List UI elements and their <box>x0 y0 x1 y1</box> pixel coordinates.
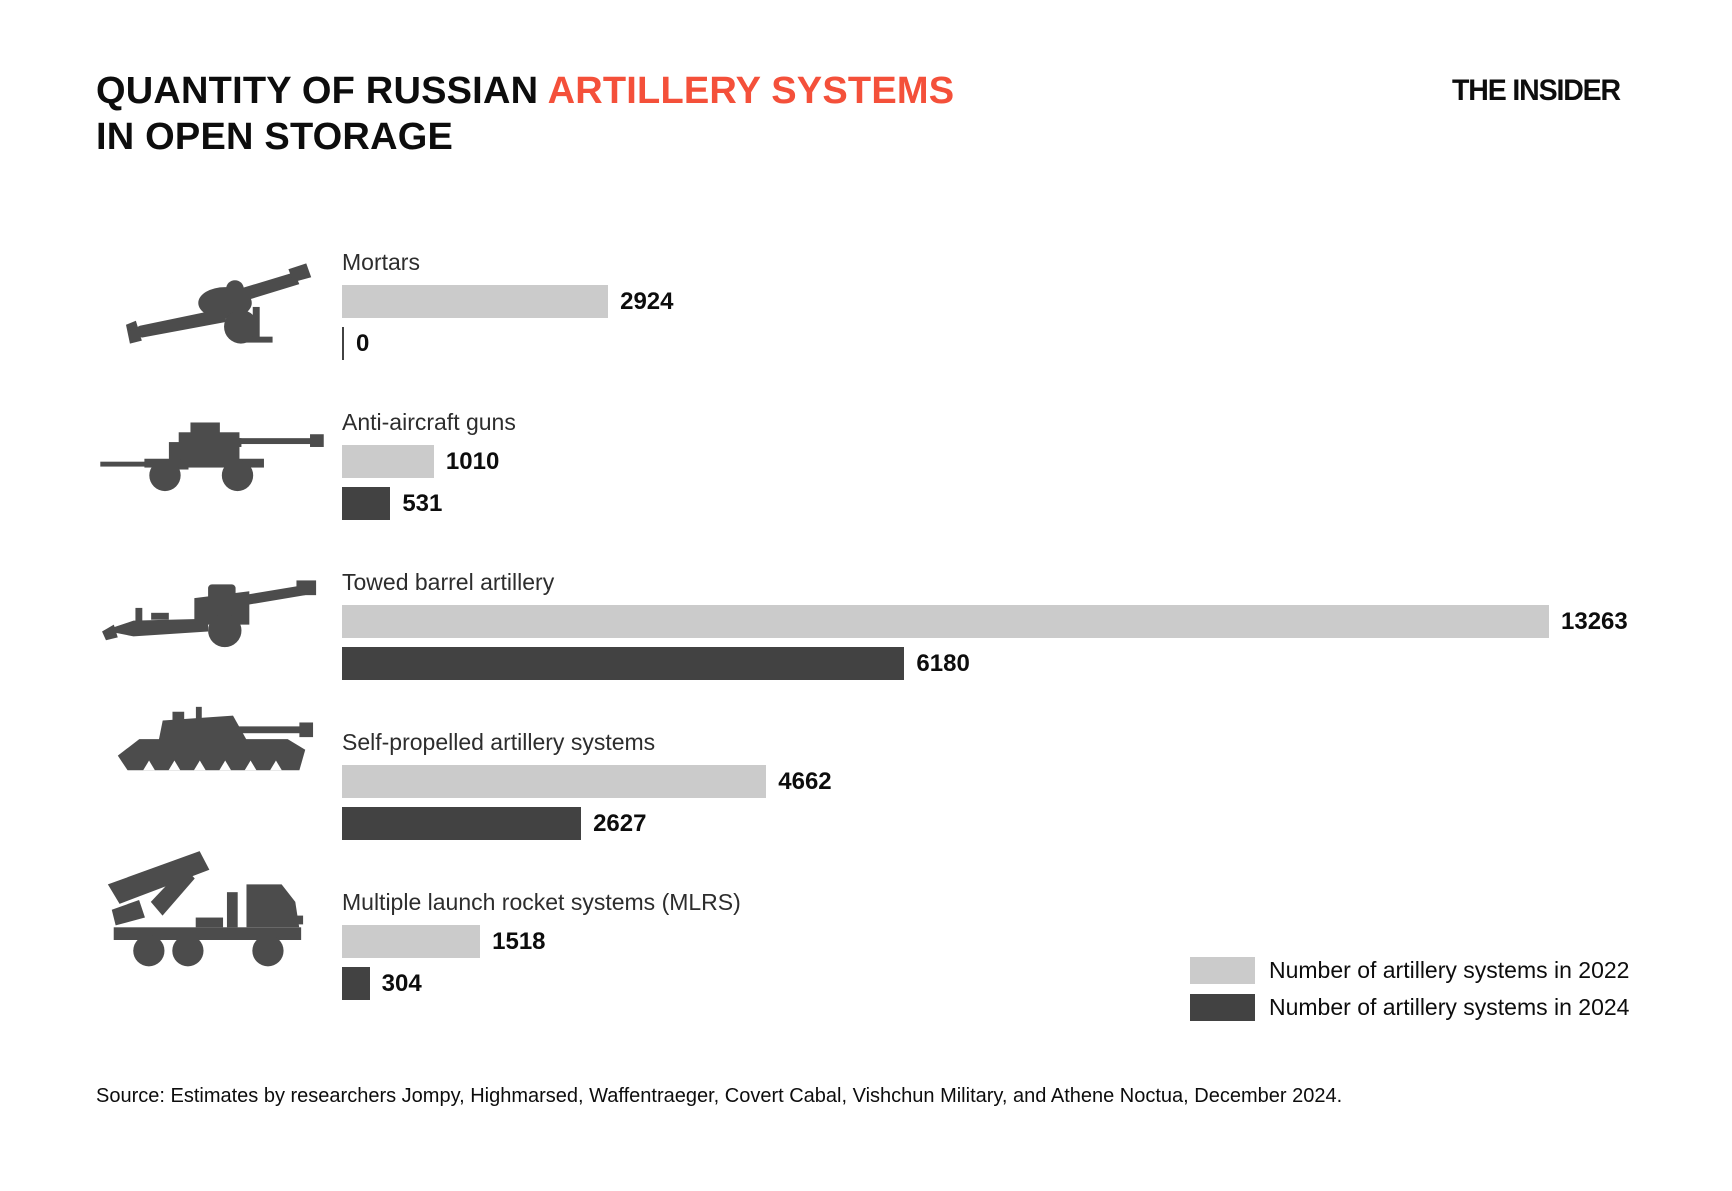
bar-value: 304 <box>381 969 422 997</box>
category-row-mortars <box>96 247 1696 367</box>
legend-item-2024 <box>1190 994 1629 1021</box>
towed-howitzer-icon <box>98 549 328 657</box>
bar-value: 13263 <box>1561 607 1628 635</box>
legend-label-2022: Number of artillery systems in 2022 <box>1269 957 1630 983</box>
title-line2: IN OPEN STORAGE <box>96 116 454 158</box>
the-insider-logo: THE INSIDER <box>1452 74 1620 107</box>
bar-2024-self-propelled <box>342 807 581 840</box>
title-black-part: QUANTITY OF RUSSIAN <box>96 70 539 112</box>
bar-2024-mortars <box>342 327 344 360</box>
category-row-anti-aircraft-guns <box>96 407 1696 527</box>
bar-2024-anti-aircraft <box>342 487 390 520</box>
category-label: Self-propelled artillery systems <box>342 729 656 755</box>
bar-value: 1518 <box>492 927 546 955</box>
self-propelled-artillery-icon <box>110 681 315 803</box>
bar-2022-mortars <box>342 285 608 318</box>
category-label: Towed barrel artillery <box>342 569 555 595</box>
legend-swatch-2022 <box>1190 957 1255 984</box>
source-note: Source: Estimates by researchers Jompy, Highmarsed, Waffentraeger, Covert Cabal, Vishchun Military, and Athene Noctua, December 2024. <box>96 1085 1343 1107</box>
anti-aircraft-gun-icon <box>98 397 328 495</box>
bar-2024-mlrs <box>342 967 370 1000</box>
bar-value: 6180 <box>916 649 970 677</box>
bar-value: 4662 <box>778 767 832 795</box>
category-label: Multiple launch rocket systems (MLRS) <box>342 889 741 915</box>
bar-value: 2627 <box>593 809 647 837</box>
bar-2022-anti-aircraft <box>342 445 434 478</box>
legend-swatch-2024 <box>1190 994 1255 1021</box>
legend-item-2022 <box>1190 957 1629 984</box>
bar-2022-mlrs <box>342 925 480 958</box>
bar-2022-towed <box>342 605 1549 638</box>
field-gun-icon <box>124 251 332 351</box>
mlrs-truck-icon <box>102 823 307 975</box>
bar-value: 0 <box>356 329 370 357</box>
bar-2024-towed <box>342 647 904 680</box>
bar-2022-self-propelled <box>342 765 766 798</box>
category-row-towed-barrel-artillery <box>96 567 1696 687</box>
legend <box>1190 957 1629 1031</box>
bar-value: 1010 <box>445 447 500 475</box>
legend-label-2024: Number of artillery systems in 2024 <box>1269 994 1630 1020</box>
title-red-part: ARTILLERY SYSTEMS <box>547 70 955 112</box>
category-label: Anti-aircraft guns <box>342 409 516 435</box>
category-label: Mortars <box>342 249 420 275</box>
category-row-self-propelled <box>96 727 1696 847</box>
bar-value: 2924 <box>620 287 674 315</box>
bar-value: 531 <box>402 489 443 517</box>
page-title <box>96 68 954 160</box>
